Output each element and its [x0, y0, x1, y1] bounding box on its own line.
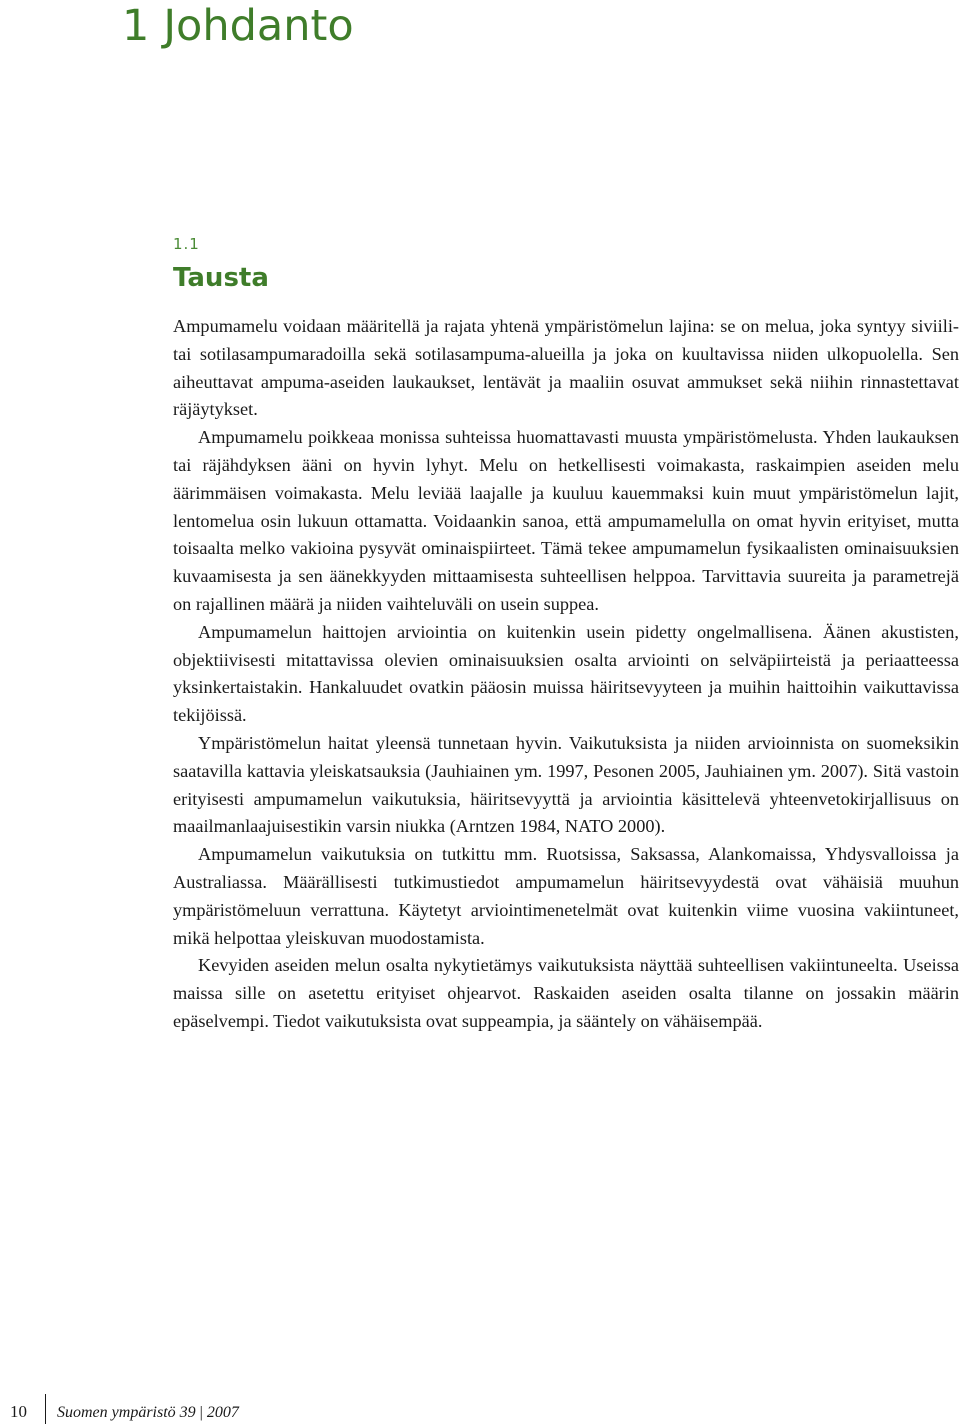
- chapter-title-text: Johdanto: [163, 1, 354, 51]
- body-text: [173, 313, 959, 1036]
- page-footer: [0, 1394, 960, 1424]
- paragraph: Kevyiden aseiden melun osalta nykytietämys vaikutuksista näyttää suhteellisen vakiintuneelta. Useissa maissa sille on asetettu erityiset ohjearvot. Raskaiden aseiden osalta tilanne on jossakin määrin epäselvempi. Tiedot vaikutuksista ovat suppeampia, ja sääntely on vähäisempää.: [173, 955, 959, 1031]
- publication-separator: |: [199, 1404, 203, 1421]
- paragraph: Ampumamelun vaikutuksia on tutkittu mm. Ruotsissa, Saksassa, Alankomaissa, Yhdysvalloissa ja Australiassa. Määrällisesti tutkimustiedot ampumamelun häiritsevyydestä ovat vähäisiä muuhun ympäristömeluun verrattuna. Käytetyt arviointimenetelmät ovat kuitenkin viime vuosina vakiintuneet, mikä helpottaa yleiskuvan muodostamista.: [173, 844, 959, 948]
- chapter-title: [122, 0, 354, 52]
- publication-year: 2007: [206, 1404, 239, 1421]
- page-number: 10: [10, 1402, 27, 1421]
- paragraph: Ampumamelun haittojen arviointia on kuitenkin usein pidetty ongelmallisena. Äänen akustisten, objektiivisesti mitattavissa olevien ominaisuuksien osalta arviointi on selväpiirteistä ja periaatteessa yksinkertaistakin. Hankaluudet ovatkin pääosin muissa häiritsevyyteen ja muihin haittoihin vaikuttavissa tekijöissä.: [173, 621, 959, 726]
- section-number: 1.1: [173, 235, 200, 253]
- footer-divider: [45, 1394, 46, 1424]
- section-title: Tausta: [173, 263, 269, 293]
- paragraph: Ampumamelu voidaan määritellä ja rajata yhtenä ympäristömelun lajina: se on melua, joka syntyy siviili- tai sotilasampumaradoilla sekä sotilasampuma-alueilla ja joka on kuultavissa niiden ulkopuolella. Sen aiheuttavat ampuma-aseiden laukaukset, lentävät ja maaliin osuvat ammukset sekä niihin rinnastettavat räjäytykset.: [173, 316, 959, 420]
- publication-info: [57, 1403, 239, 1423]
- paragraph: Ampumamelu poikkeaa monissa suhteissa huomattavasti muusta ympäristömelusta. Yhden laukauksen tai räjähdyksen ääni on hyvin lyhyt. Melu on hetkellisesti voimakasta, raskaimpien aseiden melu äärimmäisen voimakasta. Melu leviää laajalle ja kuuluu kauemmaksi kuin muut ympäristömelun lajit, lentomelua osin lukuun ottamatta. Voidaankin sanoa, että ampumamelulla on omat hyvin erityiset, mutta toisaalta melko vakioina pysyvät ominaispiirteet. Tämä tekee ampumamelun fysikaalisten ominaisuuksien kuvaamisesta ja sen äänekkyyden mittaamisesta suhteellisen helppoa. Tarvittavia suureita ja parametrejä on rajallinen määrä ja niiden vaihteluväli on usein suppea.: [173, 427, 959, 614]
- chapter-number: 1: [122, 1, 150, 51]
- publication-name: Suomen ympäristö 39: [57, 1404, 196, 1421]
- paragraph: Ympäristömelun haitat yleensä tunnetaan hyvin. Vaikutuksista ja niiden arvioinnista on suomeksikin saatavilla kattavia yleiskatsauksia (Jauhiainen ym. 1997, Pesonen 2005, Jauhiainen ym. 2007). Sitä vastoin erityisesti ampumamelun vaikutuksia, häiritsevyyttä ja arviointia käsittelevä yhteenvetokirjallisuus on maailmanlaajuisestikin varsin niukka (Arntzen 1984, NATO 2000).: [173, 732, 959, 837]
